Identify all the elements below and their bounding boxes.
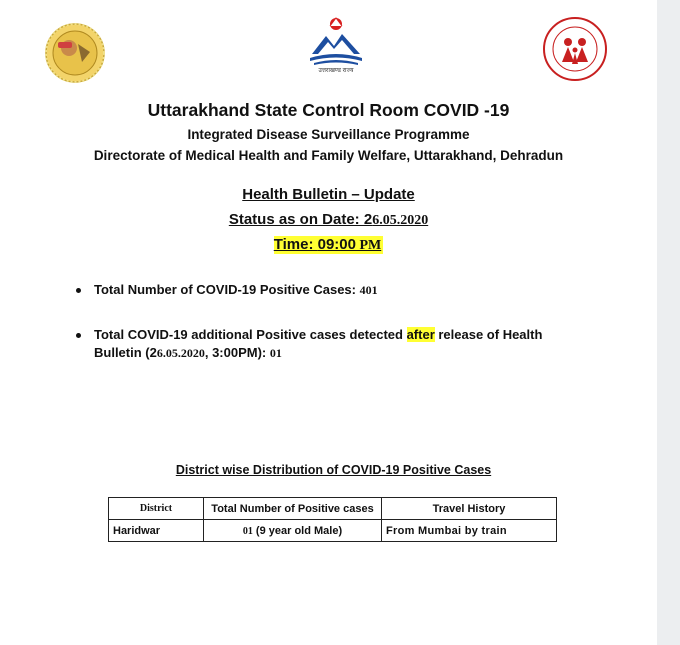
programme-name: Integrated Disease Surveillance Programme [187, 127, 470, 142]
cell-cases-detail: (9 year old Male) [252, 524, 343, 537]
uttarakhand-emblem-icon [44, 22, 106, 84]
uttarakhand-state-logo-icon [300, 14, 372, 74]
table-row [109, 520, 557, 542]
district-table [108, 497, 557, 542]
additional-cases-text-end: release of Health [434, 327, 543, 342]
column-header-district: District [109, 498, 204, 520]
bulletin-ref-date: 6.05.2020 [156, 346, 205, 360]
total-cases-value: 401 [359, 283, 378, 297]
bullet-icon [76, 333, 81, 338]
status-date: 6.05.2020 [372, 213, 429, 228]
time-line [0, 236, 657, 254]
national-health-mission-icon [540, 14, 610, 84]
time-label: Time: [273, 236, 318, 253]
column-header-travel: Travel History [382, 498, 557, 520]
table-header-row [109, 498, 557, 520]
directorate-name: Directorate of Medical Health and Family Welfare, Uttarakhand, Dehradun [93, 148, 564, 163]
cell-cases-num: 01 [242, 525, 253, 537]
cell-travel: From Mumbai by train [382, 520, 557, 542]
total-cases-label: Total Number of COVID-19 Positive Cases: [94, 282, 360, 297]
highlighted-word: after [406, 327, 435, 342]
bulletin-ref-c: , 3:00PM): [204, 345, 270, 360]
bullet-icon [76, 288, 81, 293]
time-value: 09:00 [317, 236, 356, 253]
page-title: Uttarakhand State Control Room COVID -19 [147, 100, 510, 120]
time-suffix: PM [356, 238, 382, 253]
time-highlight [274, 236, 384, 254]
bulletin-title [0, 186, 657, 203]
bulletin-title-text: Health Bulletin – Update [242, 186, 415, 203]
column-header-cases: Total Number of Positive cases [204, 498, 382, 520]
logo-caption: उत्तराखण्ड राज्य [318, 68, 354, 74]
district-table-title: District wise Distribution of COVID-19 Positive Cases [175, 463, 492, 477]
cell-cases [204, 520, 382, 542]
bulletin-ref-a: Bulletin (2 [94, 345, 157, 360]
additional-cases-text: Total COVID-19 additional Positive cases detected [94, 327, 407, 342]
status-date-line [0, 211, 657, 229]
status-label: Status as on Date: 2 [228, 211, 373, 228]
additional-cases-value: 01 [269, 346, 282, 360]
cell-district: Haridwar [109, 520, 204, 542]
